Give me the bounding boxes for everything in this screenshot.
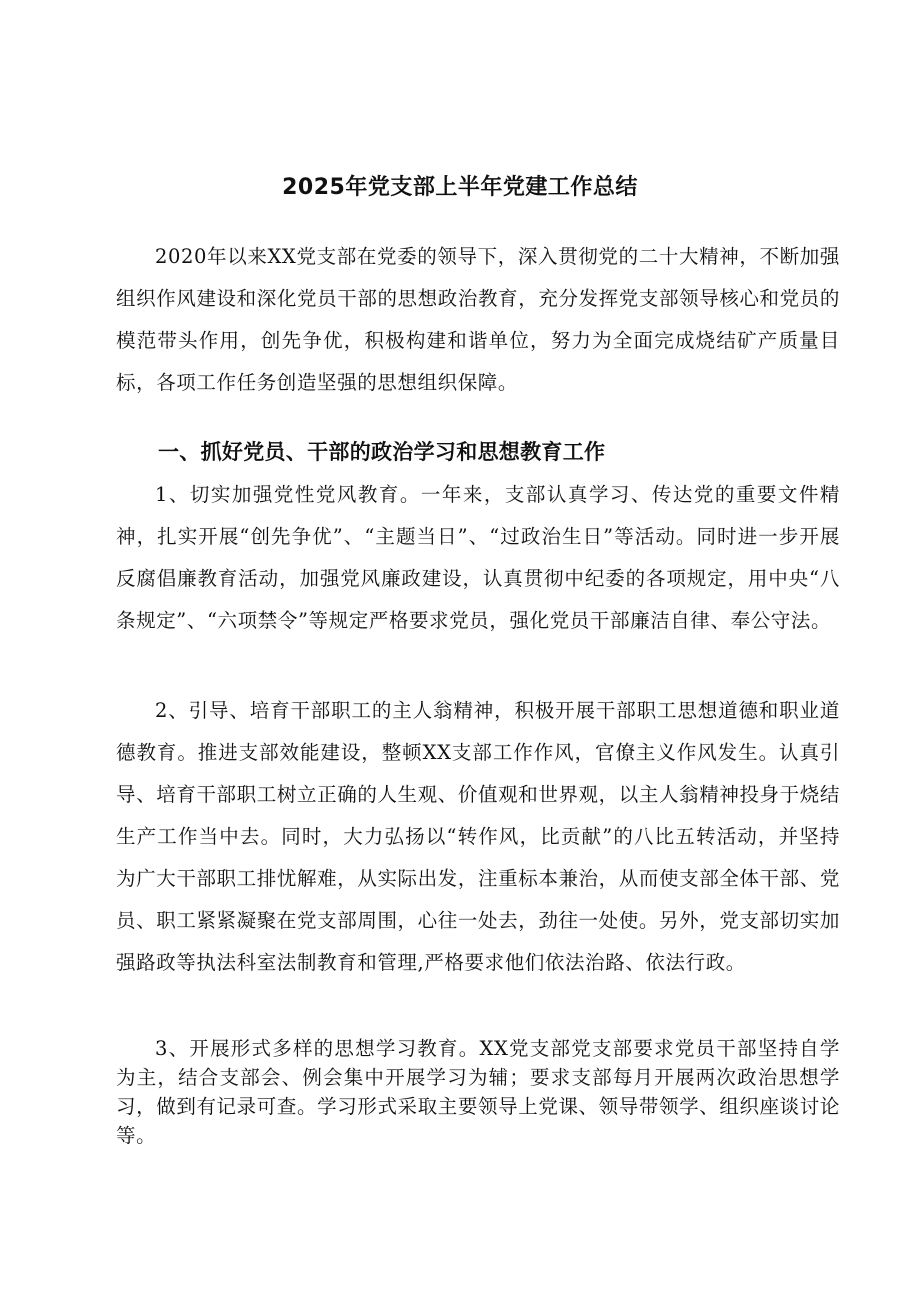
section-item-3: 3、开展形式多样的思想学习教育。XX党支部党支部要求党员干部坚持自学为主，结合支部会、例会集中开展学习为辅；要求支部每月开展两次政治思想学习，做到有记录可查。学习形式采取主要领导上党课、领导带领学、组织座谈讨论等。 [116, 1037, 840, 1147]
section-item-2: 2、引导、培育干部职工的主人翁精神，积极开展干部职工思想道德和职业道德教育。推进支部效能建设，整顿XX支部工作作风，官僚主义作风发生。认真引导、培育干部职工树立正确的人生观、价值观和世界观，以主人翁精神投身于烧结生产工作当中去。同时，大力弘扬以“转作风，比贡献”的八比五转活动，并坚持为广大干部职工排忧解难，从实际出发，注重标本兼治，从而使支部全体干部、党员、职工紧紧凝聚在党支部周围，心往一处去，劲往一处使。另外，党支部切实加强路政等执法科室法制教育和管理,严格要求他们依法治路、依法行政。 [116, 699, 840, 974]
intro-paragraph: 2020年以来XX党支部在党委的领导下，深入贯彻党的二十大精神，不断加强组织作风建设和深化党员干部的思想政治教育，充分发挥党支部领导核心和党员的模范带头作用，创先争优，积极构建和谐单位，努力为全面完成烧结矿产质量目标，各项工作任务创造坚强的思想组织保障。 [116, 245, 840, 394]
section-item-1: 1、切实加强党性党风教育。一年来，支部认真学习、传达党的重要文件精神，扎实开展“创先争优”、“主题当日”、“过政治生日”等活动。同时进一步开展反腐倡廉教育活动，加强党风廉政建设，认真贯彻中纪委的各项规定，用中央“八条规定”、“六项禁令”等规定严格要求党员，强化党员干部廉洁自律、奉公守法。 [116, 483, 840, 632]
document-title: 2025年党支部上半年党建工作总结 [282, 175, 638, 200]
section-heading: 一、抓好党员、干部的政治学习和思想教育工作 [158, 440, 606, 464]
